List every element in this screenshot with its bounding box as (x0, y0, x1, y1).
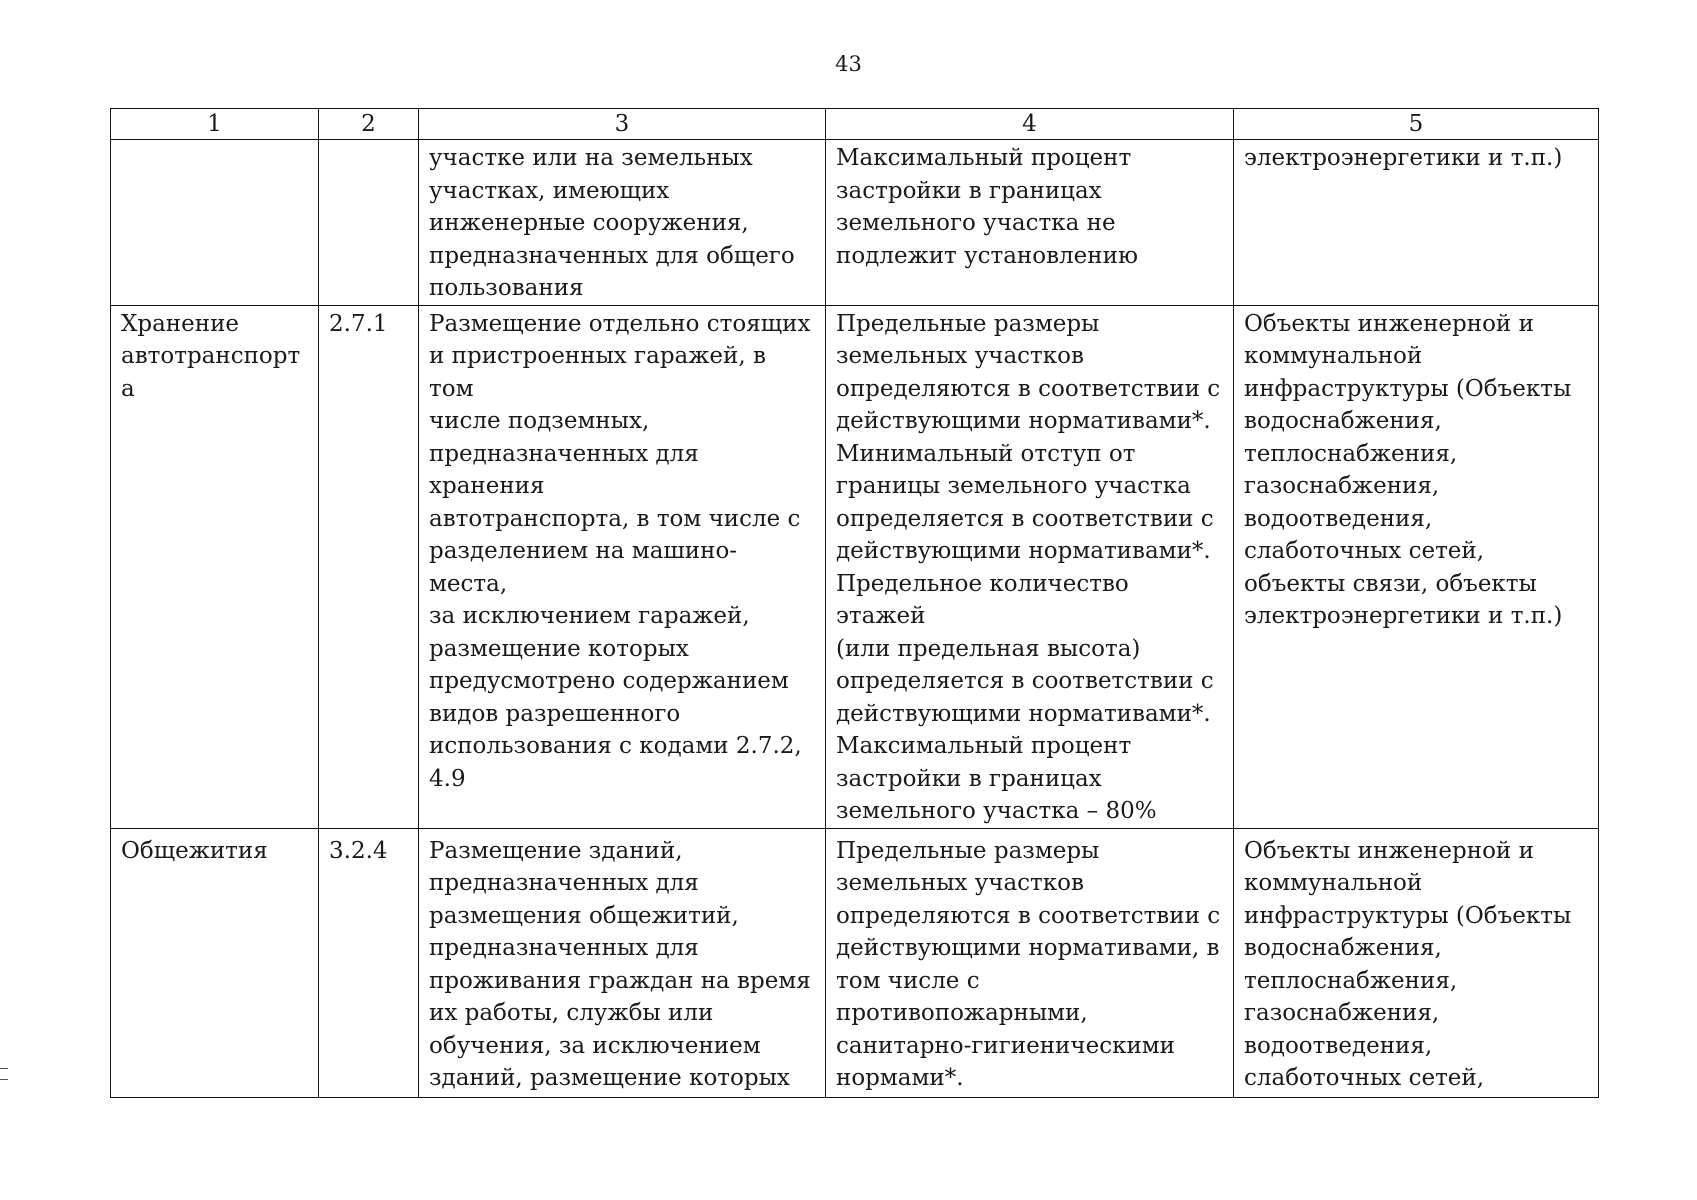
column-header-5: 5 (1234, 109, 1599, 140)
cell-use-description: Размещение отдельно стоящих и пристроенных гаражей, в том числе подземных, предназначенных для хранения автотранспорта, в том числе с разделением на машино-места, за исключением гаражей, размещение которых предусмотрено содержанием видов разрешенного использования с кодами 2.7.2, 4.9 (419, 305, 826, 828)
land-use-table (110, 108, 1599, 1098)
cell-parameters: Максимальный процент застройки в границах земельного участка не подлежит установлению (826, 140, 1234, 306)
cell-use-name (111, 140, 319, 306)
cell-use-code (319, 140, 419, 306)
cell-use-description: участке или на земельных участках, имеющих инженерные сооружения, предназначенных для общего пользования (419, 140, 826, 306)
cell-use-code: 3.2.4 (319, 828, 419, 1097)
table-row-dormitories (111, 828, 1599, 1097)
cell-auxiliary-objects: Объекты инженерной и коммунальной инфраструктуры (Объекты водоснабжения, теплоснабжения, газоснабжения, водоотведения, слаботочных сетей, (1234, 828, 1599, 1097)
table-row-continuation (111, 140, 1599, 306)
cell-use-description: Размещение зданий, предназначенных для размещения общежитий, предназначенных для проживания граждан на время их работы, службы или обучения, за исключением зданий, размещение которых (419, 828, 826, 1097)
table-header-row (111, 109, 1599, 140)
cell-use-name: Хранение автотранспорт а (111, 305, 319, 828)
cell-auxiliary-objects: электроэнергетики и т.п.) (1234, 140, 1599, 306)
page-number: 43 (835, 52, 862, 76)
cell-parameters: Предельные размеры земельных участков определяются в соответствии с действующими нормативами, в том числе с противопожарными, санитарно-гигиеническими нормами*. (826, 828, 1234, 1097)
cell-auxiliary-objects: Объекты инженерной и коммунальной инфраструктуры (Объекты водоснабжения, теплоснабжения, газоснабжения, водоотведения, слаботочных сетей, объекты связи, объекты электроэнергетики и т.п.) (1234, 305, 1599, 828)
column-header-4: 4 (826, 109, 1234, 140)
cell-use-code: 2.7.1 (319, 305, 419, 828)
column-header-2: 2 (319, 109, 419, 140)
cell-parameters: Предельные размеры земельных участков определяются в соответствии с действующими нормативами*. Минимальный отступ от границы земельного участка определяется в соответствии с действующими нормативами*. Предельное количество этажей (или предельная высота) определяется в соответствии с действующими нормативами*. Максимальный процент застройки в границах земельного участка – 80% (826, 305, 1234, 828)
column-header-1: 1 (111, 109, 319, 140)
column-header-3: 3 (419, 109, 826, 140)
cell-use-name: Общежития (111, 828, 319, 1097)
table-row-vehicle-storage (111, 305, 1599, 828)
scan-margin-mark (0, 1068, 8, 1080)
